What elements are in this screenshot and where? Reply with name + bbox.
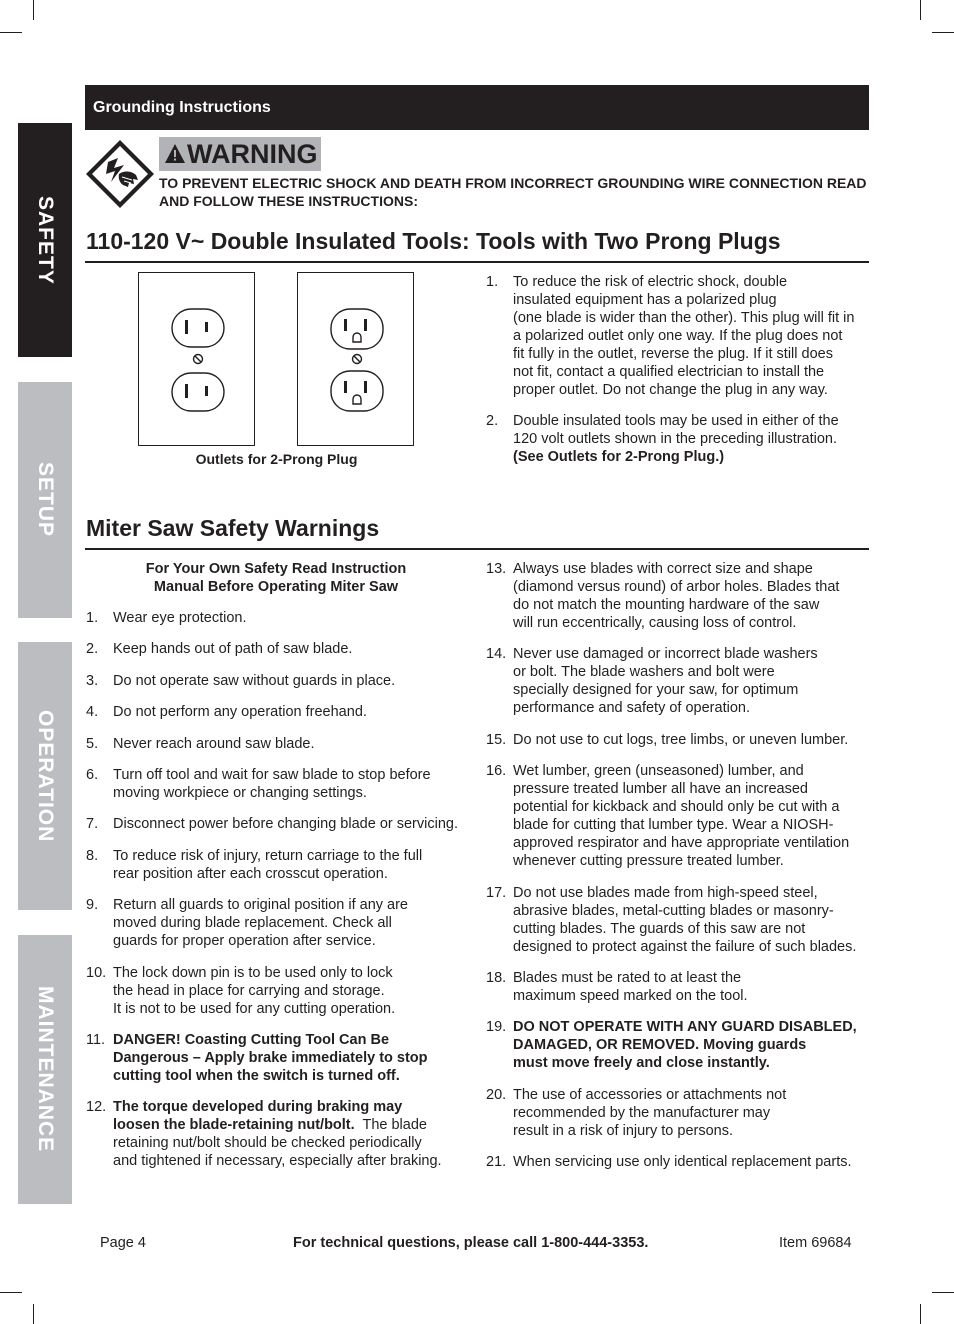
item-line: potential for kickback and should only be cut with a [513, 799, 840, 816]
item-number: 17. [486, 884, 507, 901]
section-title: 110-120 V~ Double Insulated Tools: Tools with Two Prong Plugs [86, 228, 781, 254]
item-number: 10. [86, 964, 107, 981]
crop-mark [0, 1292, 22, 1293]
item-number: Item 69684 [779, 1235, 852, 1251]
safety-list-left [86, 609, 476, 1184]
item-line-bold: DANGER! Coasting Cutting Tool Can Be [113, 1031, 390, 1048]
item-line: To reduce the risk of electric shock, double [513, 274, 788, 290]
item-line: recommended by the manufacturer may [513, 1104, 771, 1121]
tab-label: SAFETY [34, 195, 57, 285]
item-line: Turn off tool and wait for saw blade to stop before [113, 766, 431, 783]
list-item [86, 672, 476, 690]
banner-title: Grounding Instructions [93, 98, 271, 116]
list-item [86, 964, 476, 1018]
tab-maintenance[interactable] [18, 935, 72, 1204]
item-line: Wear eye protection. [113, 610, 247, 626]
list-item [486, 762, 876, 870]
item-number: 18. [486, 969, 507, 986]
list-item [86, 609, 476, 627]
item-line: When servicing use only identical replacement parts. [513, 1154, 852, 1171]
crop-mark [33, 0, 34, 20]
list-item [486, 1153, 876, 1171]
item-number: 2. [86, 641, 99, 658]
list-item [86, 1031, 476, 1085]
list-item [486, 1018, 876, 1072]
item-line: whenever cutting pressure treated lumber. [513, 853, 784, 870]
item-line: approved respirator and have appropriate ventilation [513, 835, 850, 852]
list-item [486, 1086, 876, 1140]
list-item [86, 703, 476, 721]
item-line-bold: (See Outlets for 2-Prong Plug.) [513, 449, 725, 465]
crop-mark [932, 32, 954, 33]
list-item [86, 735, 476, 753]
item-number: 9. [86, 897, 99, 914]
section-title: Miter Saw Safety Warnings [86, 515, 380, 541]
warning-word: WARNING [187, 138, 318, 169]
item-line: (diamond versus round) of arbor holes. Blades that [513, 579, 840, 595]
item-number: 8. [86, 847, 99, 864]
item-line: blade for cutting that lumber type. Wear a NIOSH- [513, 817, 834, 834]
item-line: Double insulated tools may be used in either of the [513, 413, 839, 429]
item-number: 5. [86, 735, 99, 752]
item-number: 3. [86, 672, 99, 689]
item-line: guards for proper operation after service. [113, 933, 376, 950]
item-line: Do not perform any operation freehand. [113, 704, 367, 721]
item-number: 1. [486, 274, 499, 290]
item-line: not fit, contact a qualified electrician to install the [513, 364, 825, 380]
item-number: 6. [86, 766, 99, 783]
item-line: or bolt. The blade washers and bolt were [513, 664, 775, 681]
item-line: fit fully in the outlet, reverse the plug. If it still does [513, 346, 833, 362]
list-item [86, 1098, 476, 1170]
item-line: It is not to be used for any cutting operation. [113, 1000, 396, 1017]
item-line: The use of accessories or attachments not [513, 1086, 787, 1103]
warning-triangle-icon [164, 143, 186, 165]
outlet-illustration-left [138, 272, 255, 446]
item-bold-inline: loosen the blade-retaining nut/bolt. [113, 1117, 355, 1134]
item-line: Return all guards to original position if any are [113, 897, 408, 914]
item-line: 120 volt outlets shown in the preceding illustration. [513, 431, 838, 447]
heading-line: For Your Own Safety Read Instruction [145, 561, 407, 577]
item-line: will run eccentrically, causing loss of control. [513, 615, 797, 631]
item-line: pressure treated lumber all have an increased [513, 781, 808, 798]
list-item [86, 847, 476, 883]
item-line: proper outlet. Do not change the plug in any way. [513, 382, 828, 398]
warning-label [159, 137, 321, 171]
item-line: rear position after each crosscut operation. [113, 865, 388, 882]
list-item [86, 640, 476, 658]
item-line: To reduce risk of injury, return carriage to the full [113, 847, 423, 864]
list-item [486, 412, 876, 466]
item-line: insulated equipment has a polarized plug [513, 292, 777, 308]
crop-mark [932, 1292, 954, 1293]
heading-line: Manual Before Operating Miter Saw [153, 579, 399, 595]
item-line: Disconnect power before changing blade or servicing. [113, 816, 458, 833]
crop-mark [33, 1304, 34, 1324]
list-item [486, 560, 876, 632]
item-line: result in a risk of injury to persons. [513, 1122, 734, 1139]
instruction-heading [86, 560, 466, 596]
section-rule [85, 261, 869, 263]
item-line: the head in place for carrying and storage. [113, 982, 385, 999]
item-number: 1. [86, 610, 99, 626]
electric-shock-icon [84, 138, 156, 210]
list-item [86, 896, 476, 950]
crop-mark [920, 1304, 921, 1324]
item-line: retaining nut/bolt should be checked periodically [113, 1135, 422, 1152]
item-line: a polarized outlet only one way. If the plug does not [513, 328, 843, 344]
crop-mark [920, 0, 921, 20]
item-number: 15. [486, 731, 507, 748]
item-number: 14. [486, 646, 507, 663]
item-line-bold: DAMAGED, OR REMOVED. Moving guards [513, 1037, 807, 1054]
page-number: Page 4 [100, 1235, 146, 1251]
item-line-bold: The torque developed during braking may [113, 1099, 403, 1116]
item-line: designed to protect against the failure of such blades. [513, 938, 857, 955]
item-number: 16. [486, 763, 507, 780]
list-item [486, 969, 876, 1005]
tab-safety[interactable] [18, 123, 72, 357]
tab-label: SETUP [34, 462, 57, 538]
warning-text: TO PREVENT ELECTRIC SHOCK AND DEATH FROM INCORRECT GROUNDING WIRE CONNECTION READ AND FOLLOW THESE INSTRUCTIONS: [159, 175, 867, 209]
item-number: 7. [86, 816, 99, 833]
list-item [486, 273, 876, 399]
grounding-list [486, 273, 876, 479]
item-line: The lock down pin is to be used only to lock [113, 964, 393, 981]
list-item [486, 731, 876, 749]
item-number: 4. [86, 704, 99, 721]
list-item [486, 884, 876, 956]
item-number: 20. [486, 1086, 507, 1103]
item-line-bold: Dangerous – Apply brake immediately to stop [113, 1049, 428, 1066]
item-line: Do not operate saw without guards in place. [113, 672, 396, 689]
item-line: performance and safety of operation. [513, 700, 750, 717]
tab-label: OPERATION [34, 709, 57, 843]
item-line: moving workpiece or changing settings. [113, 784, 367, 801]
item-line: Wet lumber, green (unseasoned) lumber, and [513, 763, 804, 780]
item-line-bold: DO NOT OPERATE WITH ANY GUARD DISABLED, [513, 1019, 857, 1036]
item-line: Do not use to cut logs, tree limbs, or uneven lumber. [513, 731, 849, 748]
item-number: 11. [86, 1031, 106, 1048]
list-item [86, 815, 476, 833]
item-line: moved during blade replacement. Check all [113, 915, 392, 932]
safety-list-right [486, 560, 876, 1185]
item-line: Blades must be rated to at least the [513, 969, 742, 986]
section-banner [85, 85, 869, 130]
item-number: 21. [486, 1154, 507, 1171]
item-inline-rest: The blade [354, 1117, 427, 1134]
item-number: 13. [486, 561, 507, 577]
list-item [486, 645, 876, 717]
figure-caption: Outlets for 2-Prong Plug [195, 451, 358, 467]
section-rule [85, 548, 869, 550]
item-line: specially designed for your saw, for optimum [513, 682, 799, 699]
tab-operation[interactable] [18, 642, 72, 910]
tab-label: MAINTENANCE [34, 986, 57, 1153]
item-line: Do not use blades made from high-speed steel, [513, 884, 818, 901]
item-line: cutting blades. The guards of this saw are not [513, 920, 806, 937]
item-line: Always use blades with correct size and shape [513, 561, 813, 577]
item-line: Keep hands out of path of saw blade. [113, 641, 353, 658]
item-line: and tightened if necessary, especially after braking. [113, 1153, 442, 1170]
outlet-illustration-right [297, 272, 414, 446]
item-number: 2. [486, 413, 499, 429]
item-line: (one blade is wider than the other). This plug will fit in [513, 310, 855, 326]
list-item [86, 766, 476, 802]
item-line [113, 1116, 476, 1134]
crop-mark [0, 32, 22, 33]
item-number: 19. [486, 1019, 507, 1036]
item-line: Never reach around saw blade. [113, 735, 315, 752]
item-line: do not match the mounting hardware of the saw [513, 597, 820, 613]
tab-setup[interactable] [18, 382, 72, 618]
item-line: abrasive blades, metal-cutting blades or masonry- [513, 902, 834, 919]
item-number: 12. [86, 1099, 107, 1116]
item-line-bold: must move freely and close instantly. [513, 1055, 770, 1072]
support-phone: For technical questions, please call 1-800-444-3353. [293, 1235, 649, 1251]
item-line: maximum speed marked on the tool. [513, 987, 748, 1004]
item-line-bold: cutting tool when the switch is turned off. [113, 1067, 400, 1084]
item-line: Never use damaged or incorrect blade washers [513, 646, 818, 663]
